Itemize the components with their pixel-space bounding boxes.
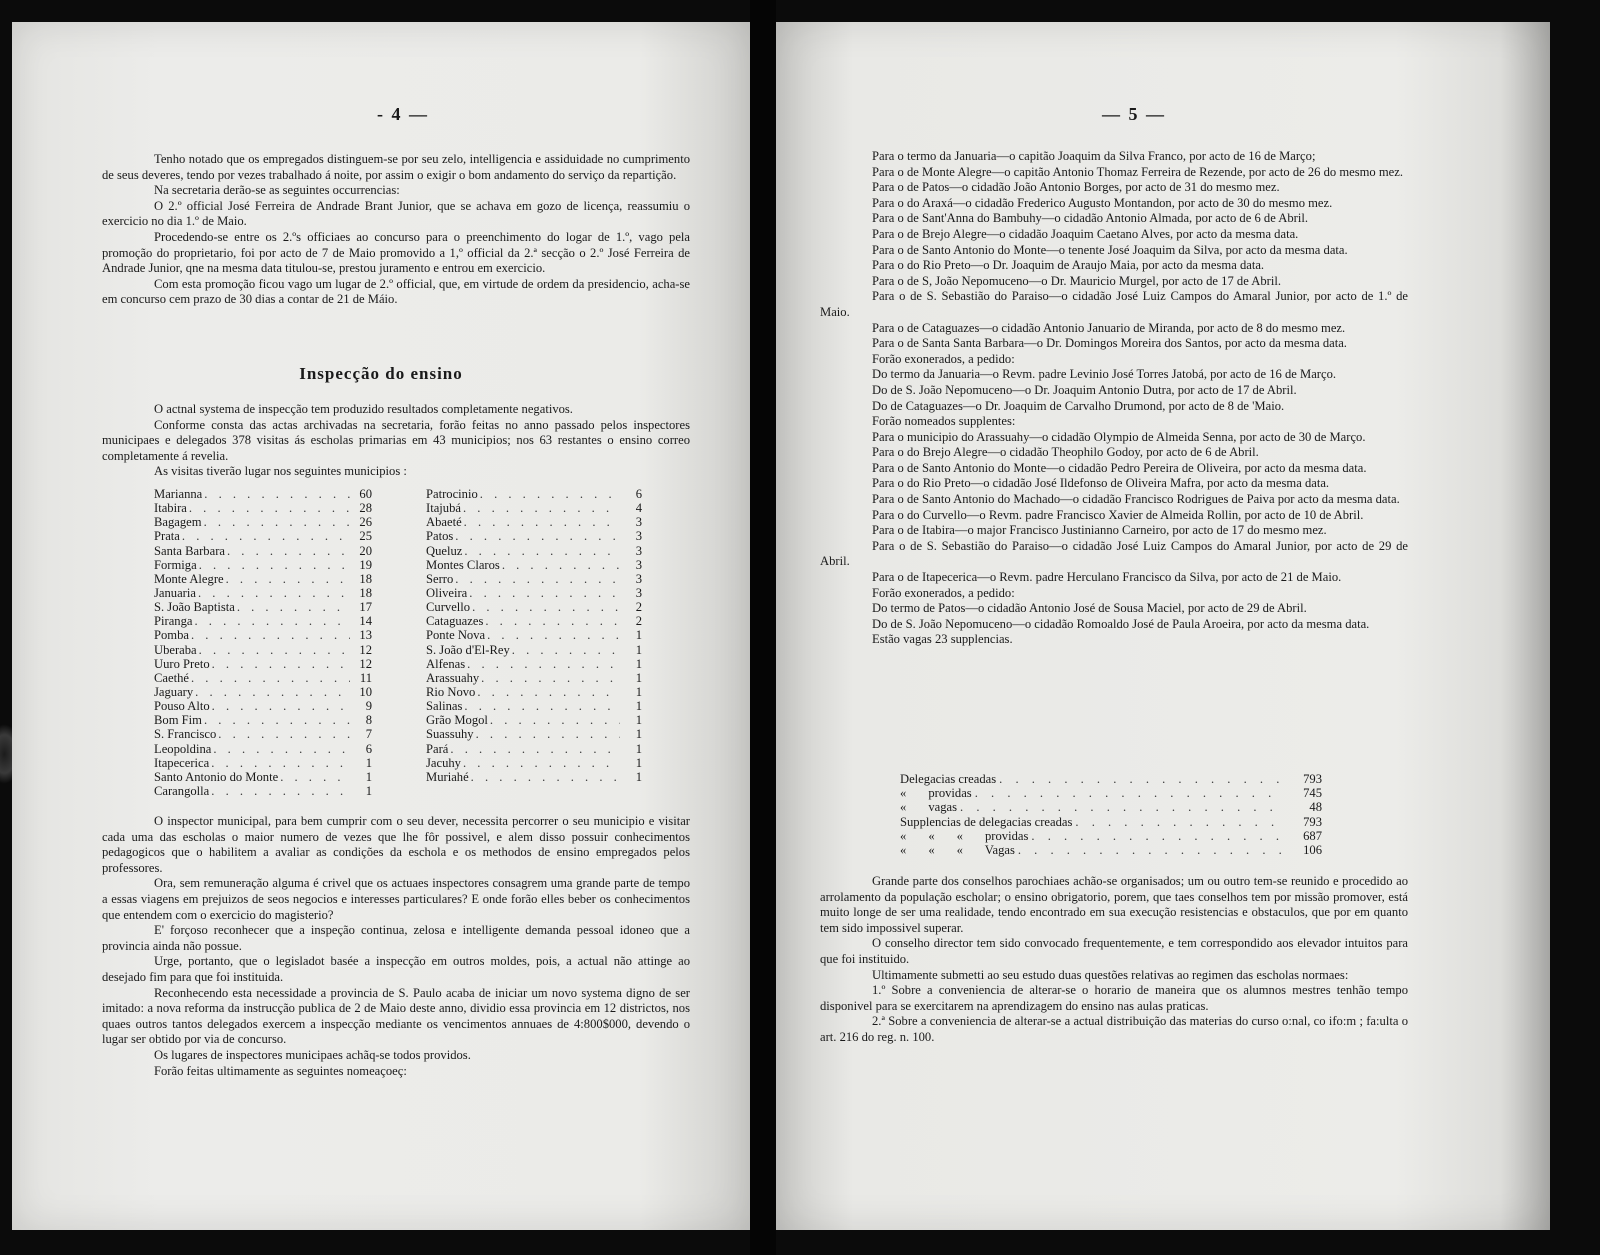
leader-dots xyxy=(462,699,620,713)
appointment-line: Para o do Brejo Alegre—o cidadão Theophilo Godoy, por acto de 6 de Abril. xyxy=(872,445,1259,460)
left-closing-text xyxy=(102,814,690,1079)
leader-dots xyxy=(202,487,350,501)
municipio-name: Itapecerica xyxy=(154,755,210,770)
leader-dots xyxy=(972,786,1282,800)
visit-count: 19 xyxy=(359,557,372,572)
appointment-line: Do de S. João Nepomuceno—o Dr. Joaquim Antonio Dutra, por acto de 17 de Abril. xyxy=(872,382,1297,397)
stats-row xyxy=(900,815,1322,829)
stats-label: Delegacias creadas xyxy=(900,772,997,786)
leader-dots xyxy=(500,558,620,572)
municipio-name: S. João Baptista xyxy=(154,600,235,615)
municipio-name: Itajubá xyxy=(426,501,461,516)
visit-count: 2 xyxy=(635,614,642,629)
appointments-text xyxy=(820,149,1408,648)
municipio-name: Queluz xyxy=(426,543,463,558)
visit-count: 3 xyxy=(635,543,642,558)
leader-dots xyxy=(470,600,620,614)
visit-row xyxy=(154,600,372,614)
visit-count: 3 xyxy=(635,529,642,544)
visit-row xyxy=(426,671,642,685)
appointment-line: Para o municipio do Arassuahy—o cidadão Olympio de Almeida Senna, por acto de 30 de Março. xyxy=(872,429,1366,444)
visit-count: 1 xyxy=(635,628,642,643)
municipio-name: Grão Mogol xyxy=(426,713,488,728)
paragraph: Com esta promoção ficou vago um lugar de 2.º official, que, em virtude de ordem da presidencio, acha-se em concurso cem prazo de 30 dias a contar de 21 de Máio. xyxy=(102,276,690,307)
appointment-line: Do termo da Januaria—o Revm. padre Levinio José Torres Jatobá, por acto de 16 de Março. xyxy=(872,367,1337,382)
visit-count: 60 xyxy=(359,487,372,501)
page-edge-shadow xyxy=(1500,22,1550,1230)
paragraph: 2.ª Sobre a conveniencia de alterar-se a actual distribuição das materias do curso o:nal, co ifo:m ; fa:ulta o art. 216 do reg. n. 100. xyxy=(820,1014,1408,1044)
leader-dots xyxy=(467,586,620,600)
stats-value: 687 xyxy=(1303,828,1322,843)
visit-row xyxy=(154,671,372,685)
appointment-line: Estão vagas 23 supplencias. xyxy=(872,632,1013,647)
stats-value: 106 xyxy=(1303,842,1322,857)
leader-dots xyxy=(1028,829,1282,843)
appointment-line: Para o de Sant'Anna do Bambuhy—o cidadão Antonio Almada, por acto de 6 de Abril. xyxy=(872,211,1308,226)
appointment-line: Para o de Monte Alegre—o capitão Antonio Thomaz Ferreira de Rezende, por acto de 26 do mesmo mez. xyxy=(872,164,1403,179)
delegacias-stats-table xyxy=(900,772,1322,857)
visit-count: 1 xyxy=(365,755,372,770)
visit-count: 26 xyxy=(359,515,372,530)
visit-count: 1 xyxy=(635,670,642,685)
municipio-name: Arassuahy xyxy=(426,670,480,685)
visit-row xyxy=(154,699,372,713)
appointment-line: Para o de Santa Santa Barbara—o Dr. Domingos Moreira dos Santos, por acto da mesma data. xyxy=(872,336,1347,351)
visit-row xyxy=(426,501,642,515)
paragraph: O conselho director tem sido convocado frequentemente, e tem correspondido aos elevador intuitos para que foi instituido. xyxy=(820,936,1408,966)
visit-count: 1 xyxy=(635,769,642,784)
visit-count: 20 xyxy=(359,543,372,558)
visit-row xyxy=(154,544,372,558)
leader-dots xyxy=(474,727,620,741)
leader-dots xyxy=(461,756,620,770)
visit-row xyxy=(154,657,372,671)
visit-row xyxy=(154,558,372,572)
right-page xyxy=(776,22,1550,1230)
paragraph: Tenho notado que os empregados distinguem-se por seu zelo, intelligencia e assiduidade no cumprimento de seus deveres, tendo por vezes trabalhado á noite, por assim o exigir o bom andamento do serviço da repartição. xyxy=(102,152,690,182)
appointment-line: Para o de Patos—o cidadão João Antonio Borges, por acto de 31 do mesmo mez. xyxy=(872,180,1280,195)
municipio-name: Patrocinio xyxy=(426,487,478,501)
municipio-name: Jacuhy xyxy=(426,755,461,770)
leader-dots xyxy=(488,713,620,727)
visits-list-column-b xyxy=(426,487,642,784)
visit-count: 1 xyxy=(635,755,642,770)
municipio-name: Monte Alegre xyxy=(154,571,224,586)
leader-dots xyxy=(448,742,620,756)
appointment-line: Para o do Rio Preto—o cidadão José Ildefonso de Oliveira Mafra, por acto da mesma data. xyxy=(872,476,1330,491)
stats-row xyxy=(900,786,1322,800)
visit-count: 9 xyxy=(365,699,372,714)
leader-dots xyxy=(465,657,620,671)
visit-row xyxy=(426,487,642,501)
visit-count: 3 xyxy=(635,557,642,572)
leader-dots xyxy=(197,643,350,657)
stats-value: 793 xyxy=(1303,772,1322,786)
visit-count: 3 xyxy=(635,515,642,530)
visit-row xyxy=(154,713,372,727)
visit-row xyxy=(154,515,372,529)
municipio-name: Carangolla xyxy=(154,783,210,798)
municipio-name: Bom Fim xyxy=(154,713,202,728)
leader-dots xyxy=(224,572,350,586)
paragraph: As visitas tiverão lugar nos seguintes municipios : xyxy=(154,464,407,479)
visit-count: 1 xyxy=(365,783,372,798)
visit-row xyxy=(154,727,372,741)
visit-count: 1 xyxy=(635,727,642,742)
visit-count: 28 xyxy=(359,501,372,516)
visit-row xyxy=(154,487,372,501)
municipio-name: Curvello xyxy=(426,600,471,615)
visits-list-column-a xyxy=(154,487,372,798)
leader-dots xyxy=(193,685,350,699)
visit-row xyxy=(426,515,642,529)
municipio-name: Marianna xyxy=(154,487,203,501)
leader-dots xyxy=(197,558,350,572)
stats-row xyxy=(900,772,1322,786)
paragraph: Forão feitas ultimamente as seguintes nomeaçoeç: xyxy=(154,1063,407,1078)
municipio-name: Ponte Nova xyxy=(426,628,486,643)
paragraph: Reconhecendo esta necessidade a provincia de S. Paulo acaba de iniciar um novo systema digno de ser imitado: a nova reforma da instrucção publica de 2 de Maio deste anno, dividio essa provincia em 12 districtos, nos quaes outros tantos delegados exercem a inspecção mediante os vencimentos annuaes de 4:800$000, devendo o lugar ser obtido por via de concurso. xyxy=(102,985,690,1047)
municipio-name: Formiga xyxy=(154,557,197,572)
leader-dots xyxy=(209,756,350,770)
paragraph: Urge, portanto, que o legisladot basée a inspecção em outros moldes, pois, a actual não attinge ao desejado fim para que foi instituida. xyxy=(102,954,690,984)
municipio-name: Santa Barbara xyxy=(154,543,225,558)
left-intro-text xyxy=(102,152,690,308)
visit-row xyxy=(154,628,372,642)
visit-row xyxy=(426,586,642,600)
right-closing-text xyxy=(820,874,1408,1046)
stats-label: « « « providas xyxy=(900,828,1029,843)
municipio-name: Jaguary xyxy=(154,684,194,699)
municipio-name: Muriahé xyxy=(426,769,469,784)
municipio-name: Alfenas xyxy=(426,656,466,671)
leader-dots xyxy=(475,685,620,699)
paragraph: O inspector municipal, para bem cumprir com o seu dever, necessita percorrer o seu municipio e visitar cada uma das escholas o maior numero de vezes que lhe fôr possivel, e alem disso possuir conhecimentos pedagogicos que o habilitem a avaliar as condições da eschola e os methodos de ensino empregados pelos professores. xyxy=(102,814,690,875)
visit-count: 1 xyxy=(635,684,642,699)
municipio-name: Montes Claros xyxy=(426,557,500,572)
leader-dots xyxy=(462,515,620,529)
municipio-name: Pará xyxy=(426,741,449,756)
municipio-name: Itabira xyxy=(154,501,187,516)
visit-count: 18 xyxy=(359,585,372,600)
paragraph: O actnal systema de inspecção tem produzido resultados completamente negativos. xyxy=(154,402,573,416)
appointment-line: Para o de Santo Antonio do Monte—o cidadão Pedro Pereira de Oliveira, por acto da mesma data. xyxy=(872,460,1367,475)
visit-count: 12 xyxy=(359,642,372,657)
visit-count: 1 xyxy=(635,642,642,657)
leader-dots xyxy=(202,713,350,727)
visit-count: 1 xyxy=(365,769,372,784)
leader-dots xyxy=(278,770,350,784)
municipio-name: Bagagem xyxy=(154,515,202,530)
visit-row xyxy=(426,558,642,572)
visit-row xyxy=(154,770,372,784)
leader-dots xyxy=(180,529,350,543)
municipio-name: Patos xyxy=(426,529,454,544)
leader-dots xyxy=(210,657,350,671)
appointment-line: Para o de S, João Nepomuceno—o Dr. Mauricio Murgel, por acto de 17 de Abril. xyxy=(872,273,1281,288)
visit-row xyxy=(426,600,642,614)
leader-dots xyxy=(996,772,1282,786)
visit-row xyxy=(426,643,642,657)
paragraph: Ultimamente submetti ao seu estudo duas questões relativas ao regimen das escholas normaes: xyxy=(872,967,1349,982)
paragraph: Os lugares de inspectores municipaes achãq-se todos providos. xyxy=(154,1047,471,1062)
section-heading: Inspecção do ensino xyxy=(299,364,463,383)
visit-count: 11 xyxy=(359,670,372,685)
visit-row xyxy=(426,544,642,558)
appointment-line: Do termo de Patos—o cidadão Antonio José de Sousa Maciel, por acto de 29 de Abril. xyxy=(872,601,1307,616)
leader-dots xyxy=(478,487,620,501)
stats-label: « « « Vagas xyxy=(900,842,1015,857)
appointment-line: Para o de Brejo Alegre—o cidadão Joaquim Caetano Alves, por acto da mesma data. xyxy=(872,226,1299,241)
visit-row xyxy=(154,529,372,543)
paragraph: E' forçoso reconhecer que a inspeção continua, zelosa e intelligente demanda pessoal idoneo que a provincia ainda não possue. xyxy=(102,923,690,953)
visit-row xyxy=(426,657,642,671)
appointment-line: Do de Cataguazes—o Dr. Joaquim de Carvalho Drumond, por acto de 8 de 'Maio. xyxy=(872,398,1285,413)
visit-row xyxy=(426,699,642,713)
leader-dots xyxy=(453,572,620,586)
municipio-name: Abaeté xyxy=(426,515,462,530)
municipio-name: Rio Novo xyxy=(426,684,476,699)
visit-count: 17 xyxy=(359,600,372,615)
paragraph: Grande parte dos conselhos parochiaes achão-se organisados; um ou outro tem-se reunido e procedido ao arrolamento da população escholar; o ensino obrigatorio, porem, que taes conselhos tem por missão promover, está muito longe de ser uma realidade, tendo encontrado em sua execução resistencias e obstaculos, que por em quanto tem sido impossivel superar. xyxy=(820,874,1408,935)
visit-row xyxy=(426,713,642,727)
appointment-line: Para o termo da Januaria—o capitão Joaquim da Silva Franco, por acto de 16 de Março; xyxy=(872,149,1316,163)
paragraph: Conforme consta das actas archivadas na secretaria, forão feitas no anno passado pelos inspectores municipaes e delegados 378 visitas ás escholas primarias em 43 municipios; nos 63 restantes o ensino correo completamente á revelia. xyxy=(102,417,690,463)
page-number-right: — 5 — xyxy=(1102,104,1166,124)
visit-count: 2 xyxy=(635,600,642,615)
paragraph: 1.º Sobre a conveniencia de alterar-se o horario de maneira que os alumnos mestres tenhão tempo disponivel para se exercitarem na aprendizagem do ensino nas aulas praticas. xyxy=(820,983,1408,1013)
stats-row xyxy=(900,829,1322,843)
leader-dots xyxy=(210,699,350,713)
visit-row xyxy=(154,501,372,515)
visit-row xyxy=(426,770,642,784)
leader-dots xyxy=(1015,843,1282,857)
municipio-name: Prata xyxy=(154,529,180,544)
stats-value: 48 xyxy=(1309,800,1322,815)
visit-count: 3 xyxy=(635,585,642,600)
visit-row xyxy=(154,586,372,600)
municipio-name: Pouso Alto xyxy=(154,699,210,714)
appointment-line: Forão exonerados, a pedido: xyxy=(872,585,1015,600)
municipio-name: Serro xyxy=(426,571,454,586)
visit-row xyxy=(154,784,372,798)
visit-row xyxy=(154,643,372,657)
visit-row xyxy=(426,628,642,642)
municipio-name: Oliveira xyxy=(426,585,468,600)
visit-count: 13 xyxy=(359,628,372,643)
book-spine xyxy=(750,0,776,1255)
paragraph: Ora, sem remuneração alguma é crivel que os actuaes inspectores consagrem uma grande parte de tempo a essas viagens em prejuizos de seos negocios e interesses particulares? E onde forão elles beber os conhecimentos que entendem com o exercicio do magisterio? xyxy=(102,876,690,922)
appointment-line: Forão nomeados supplentes: xyxy=(872,414,1016,429)
municipio-name: Suassuhy xyxy=(426,727,474,742)
leader-dots xyxy=(192,614,350,628)
municipio-name: Cataguazes xyxy=(426,614,484,629)
municipio-name: Leopoldina xyxy=(154,741,212,756)
paragraph: O 2.º official José Ferreira de Andrade Brant Junior, que se achava em gozo de licença, reassumiu o exercicio no dia 1.º de Maio. xyxy=(102,198,690,229)
visit-count: 3 xyxy=(635,571,642,586)
stats-row xyxy=(900,800,1322,814)
appointment-line: Para o do Curvello—o Revm. padre Francisco Xavier de Almeida Rollin, por acto de 10 de Abril. xyxy=(872,507,1364,522)
stats-row xyxy=(900,843,1322,857)
leader-dots xyxy=(209,784,350,798)
visit-row xyxy=(154,685,372,699)
visit-row xyxy=(426,572,642,586)
leader-dots xyxy=(187,501,350,515)
visit-count: 8 xyxy=(365,713,372,728)
visit-row xyxy=(426,742,642,756)
leader-dots xyxy=(479,671,620,685)
visit-count: 1 xyxy=(635,713,642,728)
leader-dots xyxy=(462,544,620,558)
leader-dots xyxy=(211,742,350,756)
leader-dots xyxy=(1072,815,1282,829)
visit-row xyxy=(154,756,372,770)
visit-count: 6 xyxy=(635,487,642,501)
page-number-left: - 4 — xyxy=(377,104,429,124)
section-intro-text xyxy=(102,402,690,480)
leader-dots xyxy=(235,600,350,614)
municipio-name: Januaria xyxy=(154,585,196,600)
visit-count: 14 xyxy=(359,614,372,629)
municipio-name: Caethé xyxy=(154,670,189,685)
visit-row xyxy=(154,614,372,628)
appointment-line: Para o do Rio Preto—o Dr. Joaquim de Araujo Maia, por acto da mesma data. xyxy=(872,258,1265,273)
stats-label: Supplencias de delegacias creadas xyxy=(900,814,1073,829)
paragraph: Procedendo-se entre os 2.ºs officiaes ao concurso para o preenchimento do logar de 1.º, vago pela promoção do proprietario, foi por acto de 7 de Maio promovido a 1,º official da 2.ª secção o 2.º José Ferreira de Andrade Junior, qne na mesma data titulou-se, prestou juramento e entrou em exercicio. xyxy=(102,229,690,276)
municipio-name: Salinas xyxy=(426,699,463,714)
appointment-line: Para o de S. Sebastião do Paraiso—o cidadão José Luiz Campos do Amaral Junior, por acto de 29 de Abril. xyxy=(820,538,1408,569)
municipio-name: Uberaba xyxy=(154,642,197,657)
leader-dots xyxy=(957,800,1282,814)
left-page xyxy=(12,22,750,1230)
visit-row xyxy=(426,727,642,741)
appointment-line: Para o de Itabira—o major Francisco Justinianno Carneiro, por acto de 17 do mesmo mez. xyxy=(872,523,1327,538)
appointment-line: Para o de Itapecerica—o Revm. padre Herculano Francisco da Silva, por acto de 21 de Maio. xyxy=(872,570,1342,585)
leader-dots xyxy=(453,529,620,543)
visit-count: 18 xyxy=(359,571,372,586)
visit-count: 1 xyxy=(635,741,642,756)
leader-dots xyxy=(196,586,350,600)
visit-row xyxy=(426,529,642,543)
visit-count: 10 xyxy=(359,684,372,699)
leader-dots xyxy=(225,544,350,558)
visit-count: 12 xyxy=(359,656,372,671)
visit-count: 7 xyxy=(365,727,372,742)
leader-dots xyxy=(189,628,350,642)
appointment-line: Para o de Santo Antonio do Machado—o cidadão Francisco Rodrigues de Paiva por acto da mesma data. xyxy=(872,492,1400,507)
visit-count: 1 xyxy=(635,656,642,671)
leader-dots xyxy=(202,515,350,529)
leader-dots xyxy=(216,727,350,741)
leader-dots xyxy=(485,628,620,642)
visit-row xyxy=(154,742,372,756)
leader-dots xyxy=(461,501,620,515)
appointment-line: Para o do Araxá—o cidadão Frederico Augusto Montandon, por acto de 30 do mesmo mez. xyxy=(872,195,1333,210)
stats-label: « vagas xyxy=(900,800,958,815)
municipio-name: Santo Antonio do Monte xyxy=(154,769,279,784)
appointment-line: Para o de Cataguazes—o cidadão Antonio Januario de Miranda, por acto de 8 do mesmo mez. xyxy=(872,320,1346,335)
appointment-line: Forão exonerados, a pedido: xyxy=(872,351,1015,366)
visit-count: 6 xyxy=(365,741,372,756)
municipio-name: Piranga xyxy=(154,614,193,629)
visit-count: 25 xyxy=(359,529,372,544)
appointment-line: Do de S. João Nepomuceno—o cidadão Romoaldo José de Paula Aroeira, por acto da mesma data. xyxy=(872,616,1370,631)
visit-row xyxy=(154,572,372,586)
visit-count: 4 xyxy=(635,501,642,516)
leader-dots xyxy=(469,770,620,784)
appointment-line: Para o de Santo Antonio do Monte—o tenente José Joaquim da Silva, por acto da mesma data. xyxy=(872,242,1348,257)
stats-label: « providas xyxy=(900,786,972,801)
visit-count: 1 xyxy=(635,699,642,714)
paragraph: Na secretaria derão-se as seguintes occurrencias: xyxy=(154,183,400,198)
leader-dots xyxy=(483,614,620,628)
leader-dots xyxy=(510,643,620,657)
appointment-line: Para o de S. Sebastião do Paraiso—o cidadão José Luiz Campos do Amaral Junior, por acto de 1.º de Maio. xyxy=(820,289,1408,319)
visit-row xyxy=(426,756,642,770)
municipio-name: Uuro Preto xyxy=(154,656,210,671)
stats-value: 793 xyxy=(1303,814,1322,829)
visit-row xyxy=(426,614,642,628)
municipio-name: Pomba xyxy=(154,628,189,643)
leader-dots xyxy=(189,671,350,685)
municipio-name: S. Francisco xyxy=(154,727,217,742)
stats-value: 745 xyxy=(1303,786,1322,801)
visit-row xyxy=(426,685,642,699)
municipio-name: S. João d'El-Rey xyxy=(426,642,510,657)
